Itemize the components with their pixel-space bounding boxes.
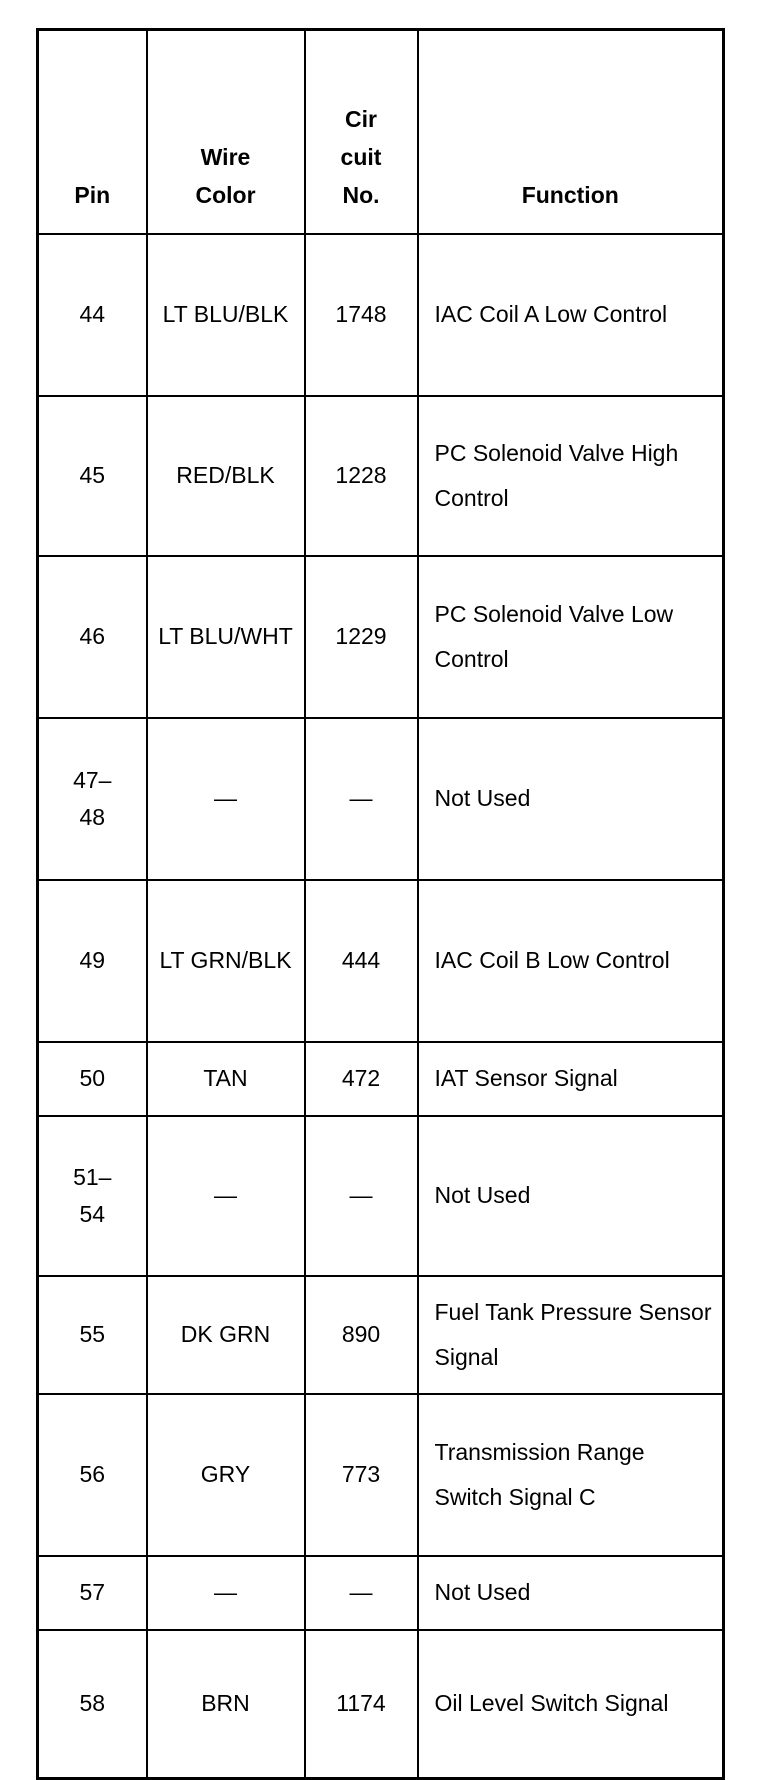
circuit-no-cell: 472 [305,1042,418,1116]
circuit-no-cell: — [305,1556,418,1630]
pin-cell: 56 [38,1394,147,1556]
pin-cell: 57 [38,1556,147,1630]
pinout-table [36,28,725,1780]
table-row [38,1276,724,1394]
header-circuit-no: Cir cuit No. [305,30,418,235]
table-row [38,556,724,718]
wire-color-cell: RED/BLK [147,396,305,556]
header-wire-color: Wire Color [147,30,305,235]
function-cell: PC Solenoid Valve Low Control [418,556,724,718]
wire-color-cell: LT BLU/WHT [147,556,305,718]
header-pin: Pin [38,30,147,235]
circuit-no-cell: — [305,1116,418,1276]
wire-color-cell: BRN [147,1630,305,1779]
pin-cell: 45 [38,396,147,556]
pin-cell: 47–48 [38,718,147,880]
function-cell: IAT Sensor Signal [418,1042,724,1116]
wire-color-cell: — [147,718,305,880]
circuit-no-cell: 1228 [305,396,418,556]
function-cell: Not Used [418,718,724,880]
circuit-no-cell: — [305,718,418,880]
pin-cell: 51–54 [38,1116,147,1276]
wire-color-cell: — [147,1116,305,1276]
table-row [38,1556,724,1630]
table-row [38,234,724,396]
function-cell: IAC Coil B Low Control [418,880,724,1042]
pin-cell: 46 [38,556,147,718]
table-row [38,1630,724,1779]
pin-cell: 49 [38,880,147,1042]
table-row [38,396,724,556]
circuit-no-cell: 1748 [305,234,418,396]
function-cell: IAC Coil A Low Control [418,234,724,396]
function-cell: Not Used [418,1116,724,1276]
function-cell: Oil Level Switch Signal [418,1630,724,1779]
table-row [38,1394,724,1556]
table-row [38,718,724,880]
header-row [38,30,724,235]
wire-color-cell: GRY [147,1394,305,1556]
pin-cell: 44 [38,234,147,396]
wire-color-cell: TAN [147,1042,305,1116]
function-cell: PC Solenoid Valve High Control [418,396,724,556]
function-cell: Transmission Range Switch Signal C [418,1394,724,1556]
header-function: Function [418,30,724,235]
pinout-table-container [36,28,725,1780]
circuit-no-cell: 890 [305,1276,418,1394]
wire-color-cell: LT GRN/BLK [147,880,305,1042]
circuit-no-cell: 773 [305,1394,418,1556]
circuit-no-cell: 1174 [305,1630,418,1779]
function-cell: Not Used [418,1556,724,1630]
table-row [38,1042,724,1116]
circuit-no-cell: 444 [305,880,418,1042]
circuit-no-cell: 1229 [305,556,418,718]
wire-color-cell: — [147,1556,305,1630]
pin-cell: 50 [38,1042,147,1116]
pin-cell: 58 [38,1630,147,1779]
function-cell: Fuel Tank Pressure Sensor Signal [418,1276,724,1394]
wire-color-cell: DK GRN [147,1276,305,1394]
wire-color-cell: LT BLU/BLK [147,234,305,396]
table-row [38,1116,724,1276]
table-row [38,880,724,1042]
pin-cell: 55 [38,1276,147,1394]
